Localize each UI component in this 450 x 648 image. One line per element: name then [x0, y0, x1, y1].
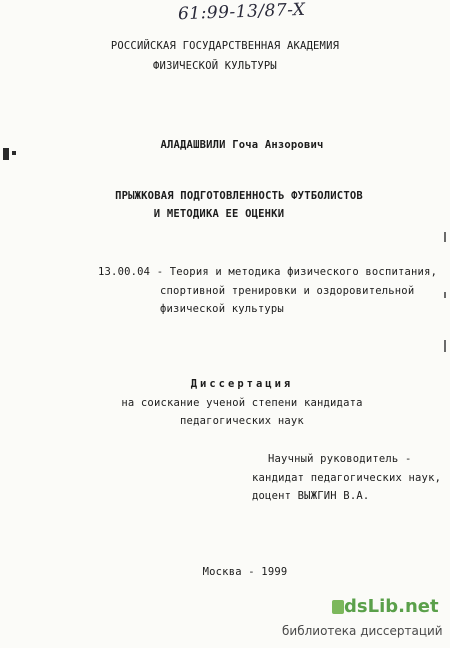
supervisor-line-1: Научный руководитель - — [268, 453, 412, 465]
degree-line-2: педагогических наук — [180, 415, 304, 427]
author-name: АЛАДАШВИЛИ Гоча Анзорович — [160, 139, 324, 151]
scan-mark — [3, 148, 9, 160]
institution-line-1: РОССИЙСКАЯ ГОСУДАРСТВЕННАЯ АКАДЕМИЯ — [110, 40, 340, 52]
supervisor-line-2: кандидат педагогических наук, — [252, 472, 442, 484]
title-line-2: И МЕТОДИКА ЕЕ ОЦЕНКИ — [153, 208, 285, 220]
specialty-line-3: физической культуры — [160, 303, 284, 315]
scan-mark-small — [12, 151, 16, 155]
specialty-line-1: 13.00.04 - Теория и методика физического воспитания, — [98, 266, 438, 278]
handwritten-catalog-number: 61:99-13/87-X — [177, 0, 306, 25]
title-line-1: ПРЫЖКОВАЯ ПОДГОТОВЛЕННОСТЬ ФУТБОЛИСТОВ — [115, 190, 363, 202]
work-type-label: Диссертация — [190, 378, 294, 390]
margin-mark — [444, 232, 446, 242]
supervisor-line-3: доцент ВЫЖГИН В.А. — [252, 490, 370, 502]
specialty-line-2: спортивной тренировки и оздоровительной — [160, 285, 415, 297]
dslib-logo-icon — [332, 600, 344, 614]
margin-mark — [444, 340, 446, 352]
city-year: Москва - 1999 — [202, 566, 288, 578]
institution-line-2: ФИЗИЧЕСКОЙ КУЛЬТУРЫ — [153, 60, 277, 72]
dslib-watermark — [280, 596, 448, 644]
degree-line-1: на соискание ученой степени кандидата — [121, 397, 363, 409]
margin-mark — [444, 292, 446, 298]
watermark-logo: dsLib.net — [344, 596, 439, 617]
watermark-subtitle: библиотека диссертаций — [282, 624, 443, 638]
